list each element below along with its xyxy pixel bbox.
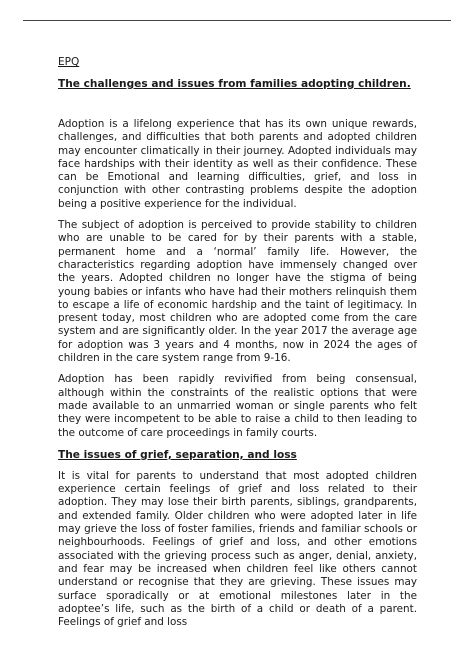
header-rule [23,20,451,21]
document-title: The challenges and issues from families adopting children. [58,78,411,90]
document-label: EPQ [58,56,80,68]
paragraph-stability: The subject of adoption is perceived to provide stability to children who are unable to be cared for by their parents with a stable, permanent home and a ‘normal’ family life. However, the characteristics regarding adoption have immensely changed over the years. Adopted children no longer have the stigma of being young babies or infants who have had their mothers relinquish them to escape a life of economic hardship and the taint of legitimacy. In present today, most children who are adopted come from the care system and are significantly older. In the year 2017 the average age for adoption was 3 years and 4 months, now in 2024 the ages of children in the care system range from 9-16. [58,219,417,365]
paragraph-consensual: Adoption has been rapidly revivified from being consensual, although within the constraints of the realistic options that were made available to an unmarried woman or single parents who felt they were incompetent to be able to raise a child to then leading to the outcome of care proceedings in family courts. [58,373,417,439]
paragraph-intro: Adoption is a lifelong experience that has its own unique rewards, challenges, and difficulties that both parents and adopted children may encounter climatically in their journey. Adopted individuals may face hardships with their identity as well as their confidence. These can be Emotional and learning difficulties, grief, and loss in conjunction with other contrasting problems despite the adoption being a positive experience for the individual. [58,118,417,210]
paragraph-grief: It is vital for parents to understand that most adopted children experience certain feelings of grief and loss related to their adoption. They may lose their birth parents, siblings, grandparents, and extended family. Older children who were adopted later in life may grieve the loss of foster families, friends and familiar schools or neighbourhoods. Feelings of grief and loss, and other emotions associated with the grieving process such as anger, denial, anxiety, and fear may be increased when children feel like others cannot understand or recognise that they are grieving. These issues may surface sporadically or at emotional milestones later in the adoptee’s life, such as the birth of a child or death of a parent. Feelings of grief and loss [58,469,417,629]
section-heading: The issues of grief, separation, and loss [58,448,297,461]
document-body [58,55,417,637]
